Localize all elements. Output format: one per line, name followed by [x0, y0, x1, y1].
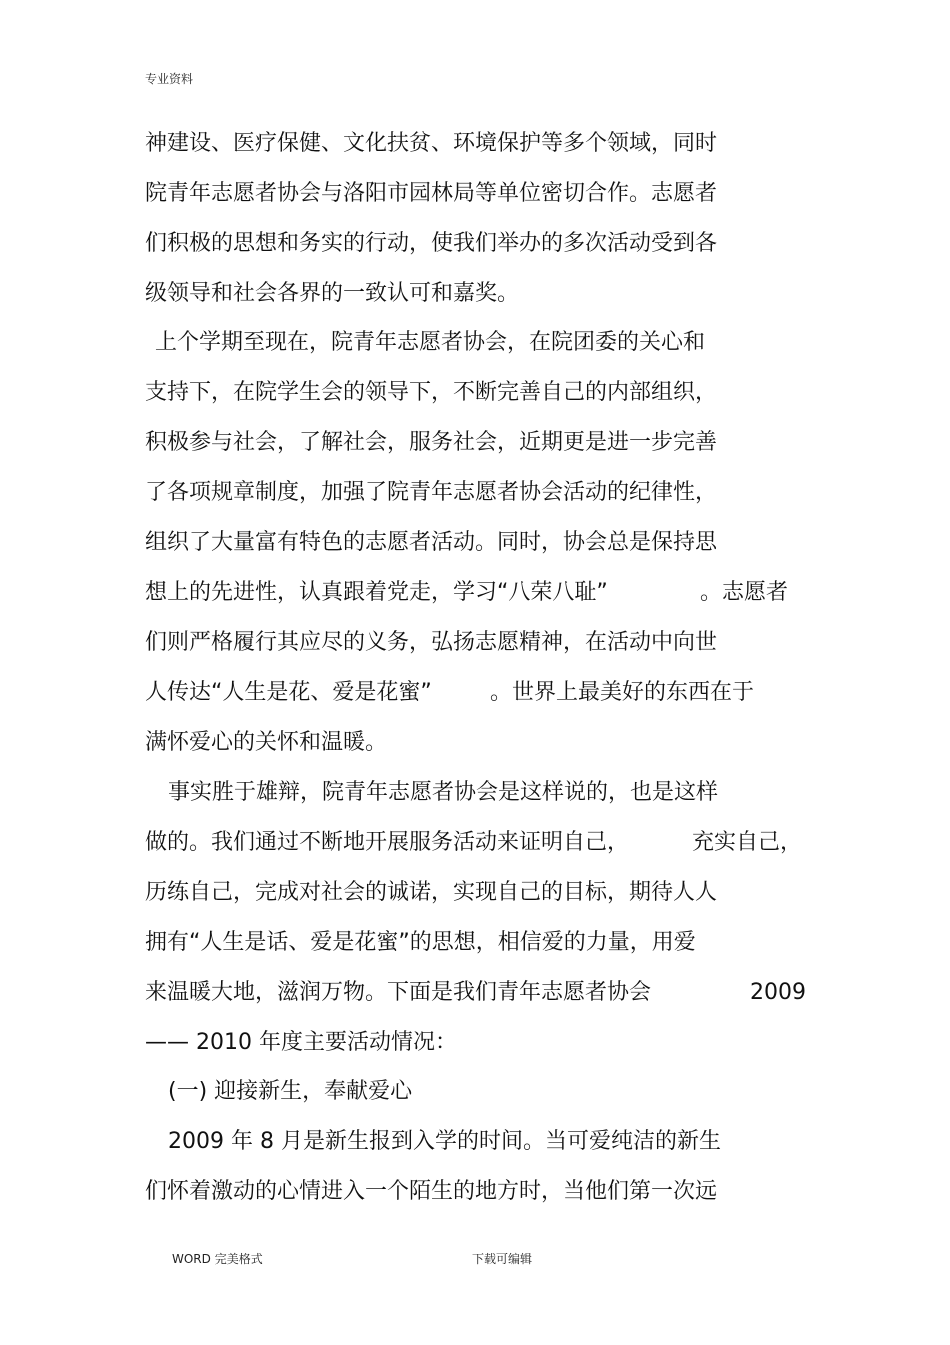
body-line: 来温暖大地，滋润万物。下面是我们青年志愿者协会 — [145, 980, 652, 1005]
body-line: 了各项规章制度，加强了院青年志愿者协会活动的纪律性， — [145, 480, 718, 505]
body-line-tail: 充实自己， — [692, 830, 803, 855]
body-line: 们积极的思想和务实的行动，使我们举办的多次活动受到各 — [145, 231, 718, 256]
body-line: 院青年志愿者协会与洛阳市园林局等单位密切合作。志愿者 — [145, 181, 718, 206]
footer-left-label: WORD 完美格式 — [172, 1252, 263, 1266]
body-line: 满怀爱心的关怀和温暖。 — [145, 730, 388, 755]
body-line: 们则严格履行其应尽的义务，弘扬志愿精神，在活动中向世 — [145, 630, 718, 655]
body-line: 拥有“人生是话、爱是花蜜”的思想，相信爱的力量，用爱 — [145, 930, 696, 955]
body-line: 人传达“人生是花、爱是花蜜” — [145, 680, 432, 705]
section-heading: (一) 迎接新生，奉献爱心 — [168, 1079, 413, 1104]
body-line: 神建设、医疗保健、文化扶贫、环境保护等多个领域，同时 — [145, 131, 718, 156]
body-line: 积极参与社会，了解社会，服务社会，近期更是进一步完善 — [145, 430, 718, 455]
page-header-label: 专业资料 — [145, 72, 194, 86]
body-line: 事实胜于雄辩，院青年志愿者协会是这样说的，也是这样 — [168, 780, 719, 805]
body-line-tail: 2009 — [750, 980, 806, 1005]
body-line-tail: 。志愿者 — [700, 580, 789, 605]
body-line: 上个学期至现在，院青年志愿者协会，在院团委的关心和 — [155, 330, 706, 355]
body-line: 支持下，在院学生会的领导下，不断完善自己的内部组织， — [145, 380, 718, 405]
body-line: 想上的先进性，认真跟着党走，学习“八荣八耻” — [145, 580, 608, 605]
body-line: 组织了大量富有特色的志愿者活动。同时，协会总是保持思 — [145, 530, 718, 555]
body-line: 级领导和社会各界的一致认可和嘉奖。 — [145, 281, 520, 306]
footer-right-label: 下载可编辑 — [472, 1252, 533, 1266]
body-line-tail: 。世界上最美好的东西在于 — [490, 680, 755, 705]
body-line: 做的。我们通过不断地开展服务活动来证明自己， — [145, 830, 630, 855]
body-line: 历练自己，完成对社会的诚诺，实现自己的目标，期待人人 — [145, 880, 718, 905]
body-line: —— 2010 年度主要活动情况： — [145, 1030, 457, 1055]
body-line: 2009 年 8 月是新生报到入学的时间。当可爱纯洁的新生 — [168, 1129, 721, 1154]
body-line: 们怀着激动的心情进入一个陌生的地方时，当他们第一次远 — [145, 1179, 718, 1204]
